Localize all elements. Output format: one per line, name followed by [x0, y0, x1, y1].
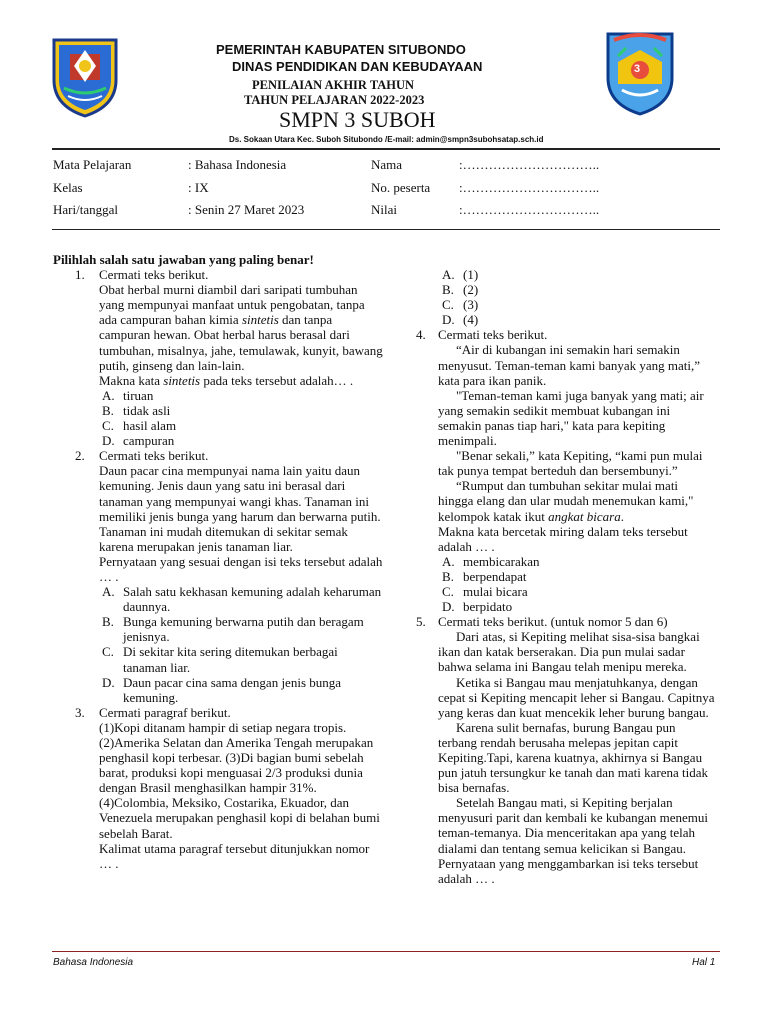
school-logo-number: 3 [634, 63, 641, 75]
answer-option[interactable]: A. tiruan [102, 387, 154, 403]
school-address: Ds. Sokaan Utara Kec. Suboh Situbondo /E-mail: admin@smpn3subohsatap.sch.id [229, 135, 544, 144]
question-prompt: Kalimat utama paragraf tersebut ditunjukkan nomor … . [99, 840, 370, 871]
exam-number-field: :………………………….. [459, 180, 600, 195]
answer-option[interactable]: C. (3) [442, 297, 479, 313]
header-year: TAHUN PELAJARAN 2022-2023 [244, 93, 425, 107]
class-value: : IX [188, 180, 209, 195]
date-label: Hari/tanggal [53, 202, 118, 217]
question-intro: Cermati teks berikut. [438, 327, 548, 343]
story-paragraph: “Air di kubangan ini semakin hari semakin menyusut. Teman-teman kami banyak yang mati,” kata para ikan panik. [438, 342, 701, 388]
question-3 [53, 705, 383, 871]
name-field: :………………………….. [459, 157, 600, 172]
school-name: SMPN 3 SUBOH [279, 107, 436, 132]
story-paragraph: Dari atas, si Kepiting melihat sisa-sisa bangkai ikan dan katak berserakan. Dia pun mulai sadar bahwa selama ini Bangau telah menipu mereka. [438, 629, 700, 675]
question-prompt: Makna kata sintetis pada teks tersebut adalah… . [99, 372, 354, 388]
question-number: 3. [75, 704, 85, 720]
header-government: PEMERINTAH KABUPATEN SITUBONDO [216, 42, 466, 57]
question-number: 5. [416, 614, 426, 630]
question-2 [53, 448, 383, 584]
answer-option[interactable]: C. mulai bicara [442, 583, 528, 599]
question-number: 2. [75, 448, 85, 464]
left-column [53, 252, 383, 871]
question-intro: Cermati teks berikut. [99, 267, 209, 283]
subject-label: Mata Pelajaran [53, 157, 132, 172]
question-text: (1)Kopi ditanam hampir di setiap negara tropis. (2)Amerika Selatan dan Amerika Tengah merupakan penghasil kopi terbesar. (3)Di bagian bumi sebelah barat, produksi kopi menguasai 2/3 produksi dunia dengan Brasil menghasilkan hampir 31%. (4)Colombia, Meksiko, Costarika, Ekuador, dan Venezuela merupakan penghasil kopi di belahan bumi sebelah Barat. [99, 719, 380, 841]
question-prompt: Pernyataan yang sesuai dengan isi teks tersebut adalah … . [99, 553, 383, 584]
footer-subject: Bahasa Indonesia [53, 957, 134, 968]
story-paragraph: Ketika si Bangau mau menjatuhkanya, dengan cepat si Kepiting mencapit leher si Bangau. Capitnya yang keras dan kuat mencekik leher burung bangau. [438, 674, 715, 720]
story-paragraph: Karena sulit bernafas, burung Bangau pun terbang rendah berusaha melepas jepitan capit Kepiting.Tapi, karena kuatnya, akhirnya si Bangau pun jatuh tersungkur ke tanah dan mati karena tidak bisa bernafas. [438, 719, 709, 796]
info-divider [52, 229, 720, 230]
question-intro: Cermati teks berikut. [99, 448, 209, 464]
right-column [416, 267, 716, 886]
class-label: Kelas [53, 180, 83, 195]
question-number: 4. [416, 327, 426, 343]
question-intro: Cermati teks berikut. (untuk nomor 5 dan 6) [438, 614, 668, 630]
question-5 [416, 614, 716, 886]
answer-option[interactable]: B. berpendapat [442, 568, 527, 584]
answer-option[interactable]: A. membicarakan [442, 553, 540, 569]
question-prompt: Pernyataan yang menggambarkan isi teks tersebut adalah … . [438, 855, 699, 886]
story-paragraph: Setelah Bangau mati, si Kepiting berjalan menyusuri parit dan kembali ke kubangan menemui teman-temanya. Dia menceritakan apa yang telah dialami dan tentang semua kelicikan si Bangau. [438, 795, 709, 856]
question-intro: Cermati paragraf berikut. [99, 704, 231, 720]
page-number: Hal 1 [692, 957, 716, 968]
question-number: 1. [75, 267, 85, 283]
answer-option[interactable]: D. Daun pacar cina sama dengan jenis bunga kemuning. [102, 674, 342, 705]
regency-logo [50, 36, 120, 118]
header-department: DINAS PENDIDIKAN DAN KEBUDAYAAN [232, 59, 483, 74]
answer-option[interactable]: D. berpidato [442, 599, 513, 615]
instruction: Pilihlah salah satu jawaban yang paling benar! [53, 252, 314, 267]
question-4 [416, 327, 716, 553]
answer-option[interactable]: C. Di sekitar kita sering ditemukan berbagai tanaman liar. [102, 644, 338, 675]
footer-divider [52, 951, 720, 952]
answer-option[interactable]: B. Bunga kemuning berwarna putih dan beragam jenisnya. [102, 614, 364, 645]
question-1 [53, 267, 383, 388]
story-paragraph: "Benar sekali,” kata Kepiting, “kami pun mulai tak punya tempat berteduh dan bersembunyi.” [438, 448, 703, 479]
date-value: : Senin 27 Maret 2023 [188, 202, 305, 217]
story-paragraph: "Teman-teman kami juga banyak yang mati; air yang semakin sedikit membuat kubangan ini semakin panas tiap hari," kata para kepiting menimpali. [438, 387, 704, 449]
score-field: :………………………….. [459, 202, 600, 217]
header-exam: PENILAIAN AKHIR TAHUN [252, 78, 415, 92]
question-text: Daun pacar cina mempunyai nama lain yaitu daun kemuning. Jenis daun yang satu ini berasal dari tanaman yang mempunyai wangi khas. Tanaman ini memiliki jenis bunga yang harum dan berwarna putih. Tanaman ini mudah ditemukan di sekitar semak karena merupakan jenis tanaman liar. [99, 463, 381, 554]
answer-option[interactable]: D. campuran [102, 433, 175, 449]
question-text: Obat herbal murni diambil dari saripati tumbuhan yang mempunyai manfaat untuk pengobatan, tanpa ada campuran bahan kimia sintetis dan tanpa campuran hewan. Obat herbal harus berasal dari tumbuhan, misalnya, jahe, temulawak, kunyit, bawang putih, ginseng dan lain-lain. [99, 282, 383, 373]
answer-option[interactable]: C. hasil alam [102, 418, 177, 434]
answer-option[interactable]: B. tidak asli [102, 402, 171, 418]
answer-option[interactable]: A. (1) [442, 267, 479, 282]
subject-value: : Bahasa Indonesia [188, 157, 287, 172]
exam-number-label: No. peserta [371, 180, 431, 195]
story-paragraph: “Rumput dan tumbuhan sekitar mulai mati hingga elang dan ular mudah menemukan kami," kelompok katak ikut angkat bicara. [438, 478, 694, 524]
answer-option[interactable]: B. (2) [442, 282, 479, 298]
header-divider [52, 148, 720, 150]
question-prompt: Makna kata bercetak miring dalam teks tersebut adalah … . [438, 523, 688, 554]
answer-option[interactable]: A. Salah satu kekhasan kemuning adalah keharuman daunnya. [102, 584, 382, 615]
score-label: Nilai [371, 202, 397, 217]
answer-option[interactable]: D. (4) [442, 312, 479, 328]
name-label: Nama [371, 157, 403, 172]
